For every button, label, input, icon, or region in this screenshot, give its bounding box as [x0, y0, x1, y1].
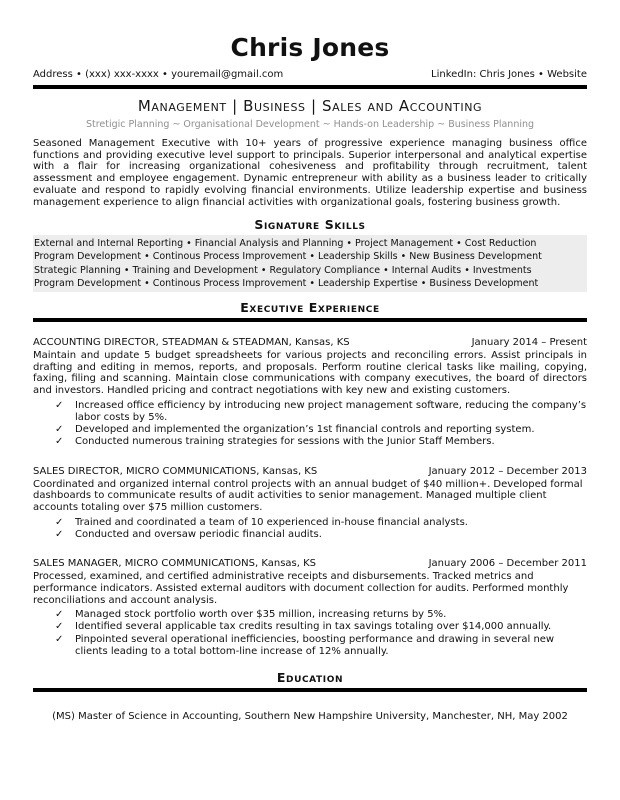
job-title: SALES DIRECTOR, MICRO COMMUNICATIONS, Kansas, KS — [33, 465, 318, 477]
job-title: SALES MANAGER, MICRO COMMUNICATIONS, Kansas, KS — [33, 558, 317, 570]
check-icon: ✓ — [55, 609, 64, 621]
job-bullet-list — [33, 609, 587, 658]
contact-info-left: Address • (xxx) xxx-xxxx • youremail@gmail.com — [33, 69, 284, 80]
job-bullet — [33, 436, 587, 448]
job-entry-sales-director — [33, 466, 587, 542]
divider-bar-header — [33, 85, 587, 89]
resume-title: Management | Business | Sales and Accounting — [137, 97, 483, 115]
job-dates: January 2012 – December 2013 — [428, 465, 587, 477]
job-header — [33, 466, 587, 478]
skills-list — [33, 235, 587, 292]
education-section-heading: Education — [276, 670, 344, 686]
skills-line-3: Strategic Planning • Training and Development • Regulatory Compliance • Internal Audits • Investments — [34, 264, 532, 276]
job-bullet-text: Trained and coordinated a team of 10 experienced in-house financial analysts. — [75, 516, 468, 528]
job-bullet-list — [33, 400, 587, 449]
skills-section-heading: Signature Skills — [254, 217, 366, 233]
check-icon: ✓ — [55, 621, 64, 633]
check-icon: ✓ — [55, 424, 64, 436]
resume-subtitle: Stretigic Planning ~ Organisational Development ~ Hands-on Leadership ~ Business Planning — [85, 119, 535, 130]
check-icon: ✓ — [55, 399, 64, 411]
divider-bar-education — [33, 688, 587, 692]
contact-info-right: LinkedIn: Chris Jones • Website — [431, 69, 587, 80]
job-bullet — [33, 609, 587, 621]
experience-section-heading: Executive Experience — [240, 300, 380, 316]
job-bullet — [33, 517, 587, 529]
job-bullet-text: Identified several applicable tax credits resulting in tax savings totaling over $14,000 annually. — [75, 621, 552, 633]
skills-line-4: Program Development • Continous Process Improvement • Leadership Expertise • Business Development — [34, 277, 539, 289]
job-description: Processed, examined, and certified administrative receipts and disbursements. Tracked metrics and performance indicators. Assisted external auditors with document collection for audits. Performed monthly reconciliations and account analysis. — [33, 571, 569, 606]
job-description: Maintain and update 5 budget spreadsheets for various projects and reconciling errors. Assist principals in drafting and editing in memos, reports, and proposals. Perform routine clerical tasks like mailing, copying, faxing, filing and scanning. Maintain close communications with company executives, the board of directors and investors. Handled pricing and contract negotiations with key new and existing customers. — [33, 350, 587, 397]
job-description: Coordinated and organized internal control projects with an annual budget of $40 million+. Developed formal dashboards to communicate results of audit activities to senior management. Managed multiple client accounts totaling over $75 million customers. — [33, 478, 583, 514]
job-bullet-list — [33, 517, 587, 541]
job-header — [33, 558, 587, 570]
job-bullet-text: Developed and implemented the organization’s 1st financial controls and reporting system. — [75, 424, 535, 436]
job-title: ACCOUNTING DIRECTOR, STEADMAN & STEADMAN, Kansas, KS — [33, 337, 350, 349]
job-bullet — [33, 400, 587, 424]
check-icon: ✓ — [55, 528, 64, 540]
job-entry-accounting-director — [33, 337, 587, 449]
job-bullet — [33, 529, 587, 541]
check-icon: ✓ — [55, 633, 64, 645]
divider-bar-experience — [33, 318, 587, 322]
summary-paragraph: Seasoned Management Executive with 10+ years of progressive experience managing business office functions and providing executive level support to principals. Superior interpersonal and analytical expertise with a flair for increasing organizational cohesiveness and profitability through recruitment, talent assessment and employee engagement. Dynamic entrepreneur with ability as a business leader to critically evaluate and respond to rapidly evolving financial environments. Utilize leadership expertise and business management experience to align financial activities with organizational goals, fostering business growth. — [33, 138, 587, 208]
contact-bar — [33, 69, 587, 81]
job-bullet — [33, 424, 587, 436]
job-entry-sales-manager — [33, 558, 587, 658]
job-bullet-text: Conducted numerous training strategies for sessions with the Junior Staff Members. — [75, 436, 495, 448]
job-bullet — [33, 621, 587, 633]
job-dates: January 2006 – December 2011 — [428, 558, 587, 570]
education-entry: (MS) Master of Science in Accounting, Southern New Hampshire University, Manchester, NH, May 2002 — [52, 711, 568, 723]
job-bullet-text: Pinpointed several operational inefficiencies, boosting performance and drawing in several new clients leading to a total bottom-line increase of 12% annually. — [75, 633, 555, 657]
check-icon: ✓ — [55, 516, 64, 528]
person-name: Chris Jones — [230, 33, 390, 62]
job-dates: January 2014 – Present — [471, 337, 587, 349]
job-bullet — [33, 634, 587, 658]
job-bullet-text: Managed stock portfolio worth over $35 million, increasing returns by 5%. — [75, 609, 447, 621]
job-bullet-text: Increased office efficiency by introducing new project management software, reducing the company’s labor costs by 5%. — [75, 399, 587, 424]
skills-line-2: Program Development • Continous Process Improvement • Leadership Skills • New Business Development — [34, 251, 542, 263]
job-bullet-text: Conducted and oversaw periodic financial audits. — [75, 528, 322, 540]
job-header — [33, 337, 587, 349]
skills-line-1: External and Internal Reporting • Financial Analysis and Planning • Project Management • Cost Reduction — [34, 238, 537, 250]
check-icon: ✓ — [55, 436, 64, 448]
